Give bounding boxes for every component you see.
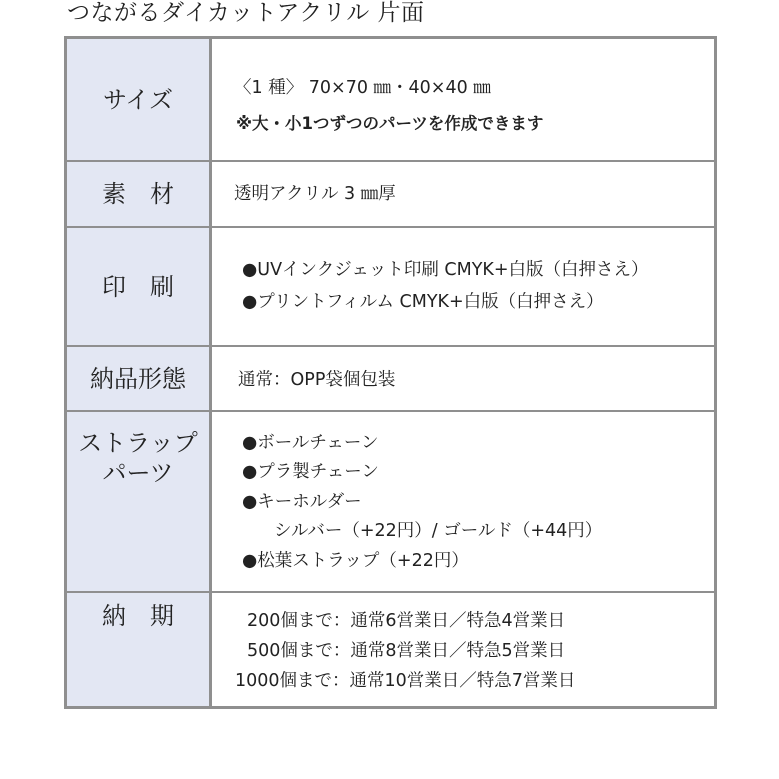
spec-row-strap-parts [67,410,714,591]
row-label-text: サイズ [102,85,174,114]
value-line: ●キーホルダー [242,492,362,512]
spec-row-lead-time [67,591,714,706]
row-label-text: ストラップ [78,429,198,457]
value-line: シルバー（+22円）/ ゴールド（+44円） [274,521,603,541]
value-line: ●松葉ストラップ（+22円） [242,551,469,571]
spec-row-size [67,39,714,160]
spec-row-material [67,160,714,226]
value-line: ●UVインクジェット印刷 CMYK+白版（白押さえ） [242,260,649,280]
spec-row-printing [67,226,714,345]
row-label [67,412,212,591]
row-label-text: 納品形態 [90,364,186,393]
row-label [67,162,212,226]
row-value [212,39,714,160]
page-title: つながるダイカットアクリル 片面 [67,0,425,26]
row-label-text: 素 材 [102,180,174,208]
row-value [212,162,714,226]
row-label-text: 印 刷 [102,272,174,301]
row-label [67,593,212,706]
value-line: 透明アクリル 3 ㎜厚 [234,184,396,204]
spec-table [64,36,717,709]
row-label [67,228,212,345]
row-value [212,347,714,410]
value-line: 200個まで：通常6営業日／特急4営業日 [247,611,566,631]
value-line: 500個まで：通常8営業日／特急5営業日 [247,641,566,661]
spec-row-packaging [67,345,714,410]
value-line: 1000個まで：通常10営業日／特急7営業日 [235,671,576,691]
row-value [212,412,714,591]
row-label [67,39,212,160]
value-line: ●ボールチェーン [242,433,379,453]
value-line: ●プラ製チェーン [242,462,379,482]
row-value [212,228,714,345]
row-value [212,593,714,706]
value-line: ●プリントフィルム CMYK+白版（白押さえ） [242,292,604,312]
value-line: 通常：OPP袋個包装 [238,370,396,390]
value-line: ※大・小1つずつのパーツを作成できます [236,114,544,133]
row-label-text: パーツ [102,459,174,487]
value-line: 〈1 種〉 70×70 ㎜・40×40 ㎜ [234,78,491,98]
row-label-text: 納 期 [102,602,174,630]
row-label [67,347,212,410]
